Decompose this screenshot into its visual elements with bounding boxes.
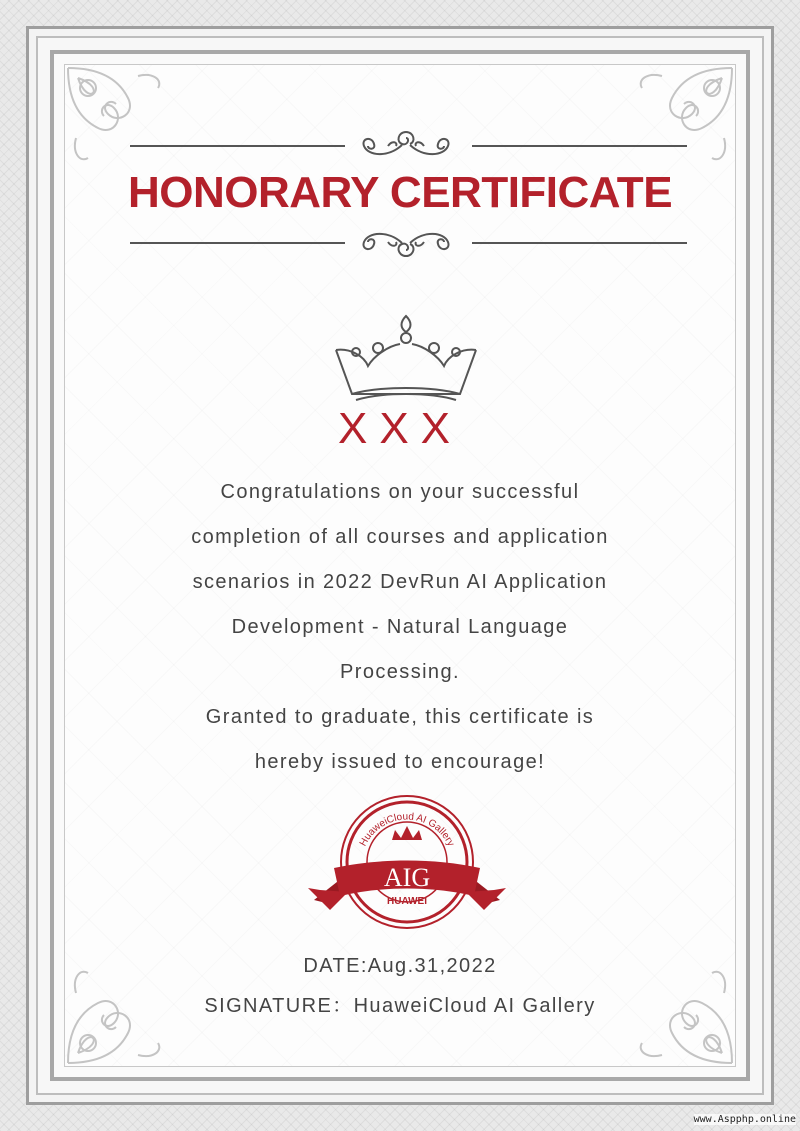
recipient-name: XXX: [337, 404, 463, 453]
bottom-rule-left: [130, 242, 345, 244]
body-line-7: hereby issued to encourage!: [254, 751, 546, 773]
body-line-6: Granted to graduate, this certificate is: [205, 706, 595, 728]
top-rule-left: [130, 145, 345, 147]
seal-ring-text: HuaweiCloud AI Gallery: [357, 811, 457, 849]
bottom-rule-right: [472, 242, 687, 244]
seal-icon: [300, 792, 510, 942]
top-rule-right: [472, 145, 687, 147]
crown-icon: [330, 312, 482, 404]
body-line-3: scenarios in 2022 DevRun AI Application: [192, 571, 608, 593]
certificate-date: DATE:Aug.31,2022: [303, 955, 497, 977]
certificate-signature: SIGNATURE：HuaweiCloud AI Gallery: [204, 995, 596, 1017]
corner-flourish-icon: [622, 58, 742, 178]
body-line-2: completion of all courses and application: [191, 526, 609, 548]
seal-banner-text: AIG: [383, 863, 431, 892]
seal-brand-text: HUAWEI: [387, 896, 427, 907]
certificate-title: HONORARY CERTIFICATE: [127, 168, 673, 217]
corner-flourish-icon: [58, 58, 178, 178]
body-line-4: Development - Natural Language: [231, 616, 569, 638]
body-line-5: Processing.: [340, 661, 460, 683]
scroll-ornament-icon: [358, 128, 454, 162]
body-line-1: Congratulations on your successful: [220, 481, 580, 503]
site-watermark: www.Aspphp.online: [693, 1114, 796, 1125]
scroll-ornament-icon: [358, 226, 454, 260]
